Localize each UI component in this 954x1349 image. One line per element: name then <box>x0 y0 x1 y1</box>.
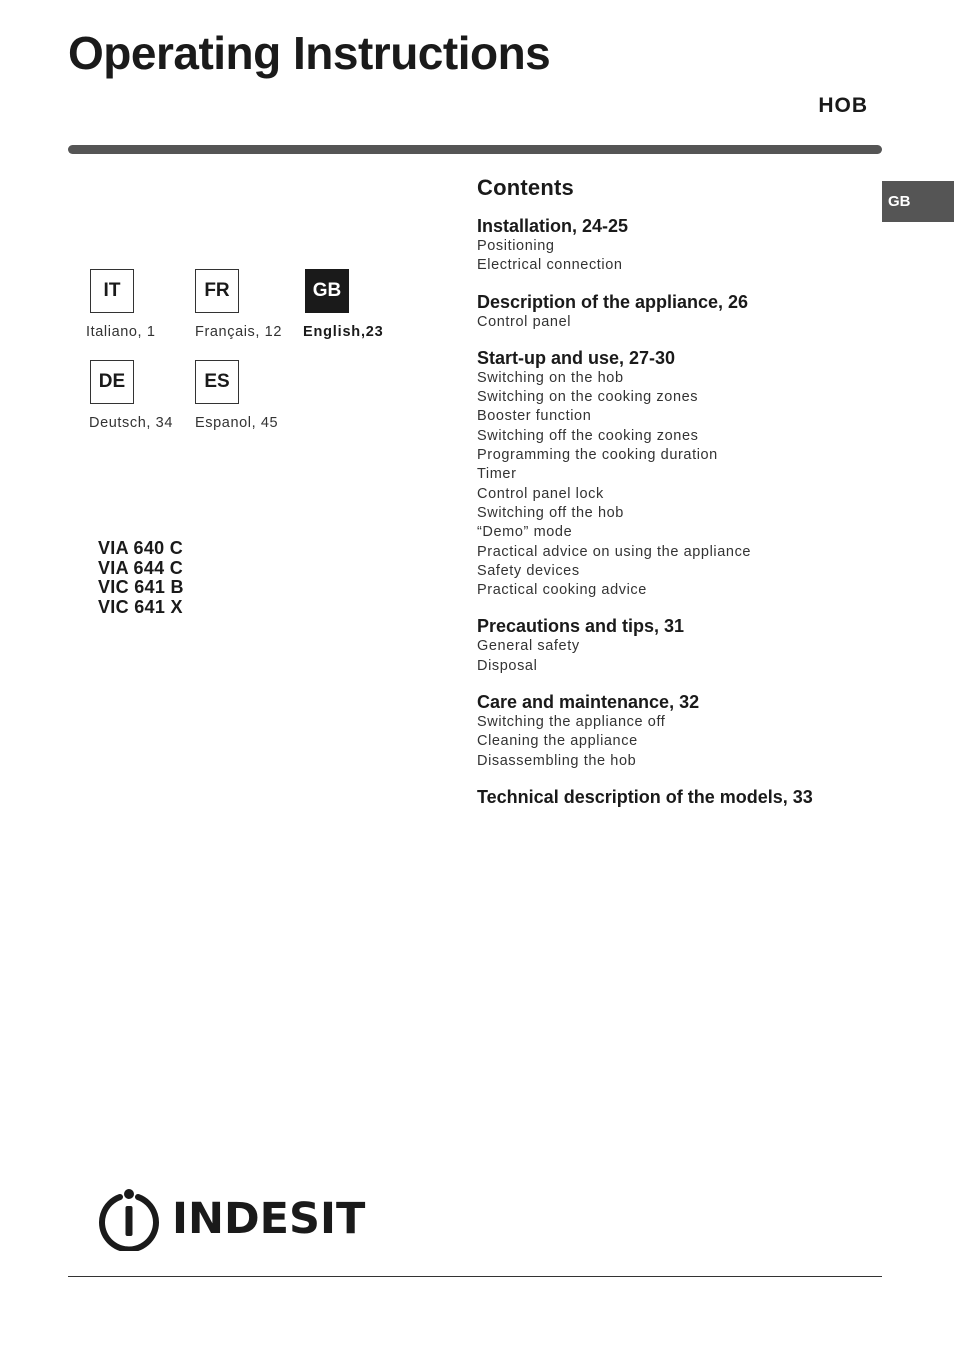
toc-item[interactable]: Positioning <box>477 238 555 254</box>
toc-item[interactable]: Switching off the hob <box>477 504 624 521</box>
toc-item[interactable]: Booster function <box>477 408 592 425</box>
language-code-box[interactable]: FR <box>195 269 239 313</box>
language-option-de[interactable] <box>90 360 210 431</box>
language-option-gb[interactable] <box>305 269 425 340</box>
toc-item[interactable]: Programming the cooking duration <box>477 447 718 464</box>
toc-item[interactable]: Switching on the hob <box>477 369 624 386</box>
language-label: English,23 <box>303 324 384 340</box>
footer-divider <box>68 1276 882 1277</box>
toc-section-title[interactable]: Description of the appliance, 26 <box>477 291 749 312</box>
language-option-fr[interactable] <box>195 269 315 340</box>
language-code-box[interactable]: IT <box>90 269 134 313</box>
model-name: VIC 641 X <box>98 596 183 617</box>
language-option-es[interactable] <box>195 360 315 431</box>
page-title: Operating Instructions <box>68 27 551 79</box>
toc-section-title[interactable]: Technical description of the models, 33 <box>477 786 813 807</box>
toc-item[interactable]: Switching off the cooking zones <box>477 427 699 444</box>
table-of-contents <box>477 175 877 823</box>
toc-item[interactable]: Practical advice on using the appliance <box>477 543 752 560</box>
toc-section-startup <box>477 347 877 601</box>
toc-item[interactable]: Timer <box>477 466 517 483</box>
toc-item[interactable]: Disposal <box>477 657 538 674</box>
toc-item[interactable]: Practical cooking advice <box>477 582 647 599</box>
language-code-box[interactable]: ES <box>195 360 239 404</box>
toc-section-title[interactable]: Start-up and use, 27-30 <box>477 347 676 368</box>
language-label: Deutsch, 34 <box>89 415 173 431</box>
toc-section-title[interactable]: Care and maintenance, 32 <box>477 692 700 713</box>
brand-wordmark: INDESIT <box>172 1194 366 1244</box>
toc-item[interactable]: “Demo” mode <box>477 524 573 541</box>
contents-heading: Contents <box>477 175 574 200</box>
toc-section-precautions <box>477 615 877 676</box>
toc-item[interactable]: Switching on the cooking zones <box>477 389 699 406</box>
header-divider <box>68 145 882 154</box>
toc-section-title[interactable]: Precautions and tips, 31 <box>477 616 685 637</box>
toc-item[interactable]: Safety devices <box>477 562 580 579</box>
indesit-logo-icon <box>98 1187 160 1251</box>
language-option-it[interactable] <box>86 269 210 340</box>
toc-item[interactable]: Electrical connection <box>477 257 623 274</box>
toc-item[interactable]: Switching the appliance off <box>477 714 666 731</box>
toc-item[interactable]: Disassembling the hob <box>477 752 637 769</box>
language-code-box[interactable]: DE <box>90 360 134 404</box>
toc-section-description <box>477 291 877 332</box>
model-name: VIA 644 C <box>98 557 184 578</box>
language-code-box[interactable]: GB <box>305 269 349 313</box>
toc-item[interactable]: Control panel <box>477 313 572 330</box>
language-side-tab: GB <box>882 181 954 222</box>
toc-item[interactable]: General safety <box>477 638 580 655</box>
toc-item[interactable]: Control panel lock <box>477 485 604 502</box>
language-label: Espanol, 45 <box>195 415 279 431</box>
toc-section-installation <box>477 215 877 276</box>
model-name: VIC 641 B <box>98 577 184 597</box>
product-type: HOB <box>818 94 868 117</box>
toc-section-title[interactable]: Installation, 24-25 <box>477 216 629 236</box>
brand-logo <box>98 1187 365 1251</box>
language-label: Français, 12 <box>195 324 282 340</box>
language-label: Italiano, 1 <box>86 324 156 340</box>
toc-section-technical <box>477 786 877 808</box>
toc-item[interactable]: Cleaning the appliance <box>477 733 638 750</box>
model-list <box>98 539 184 617</box>
model-name: VIA 640 C <box>98 538 184 558</box>
toc-section-care <box>477 691 877 771</box>
